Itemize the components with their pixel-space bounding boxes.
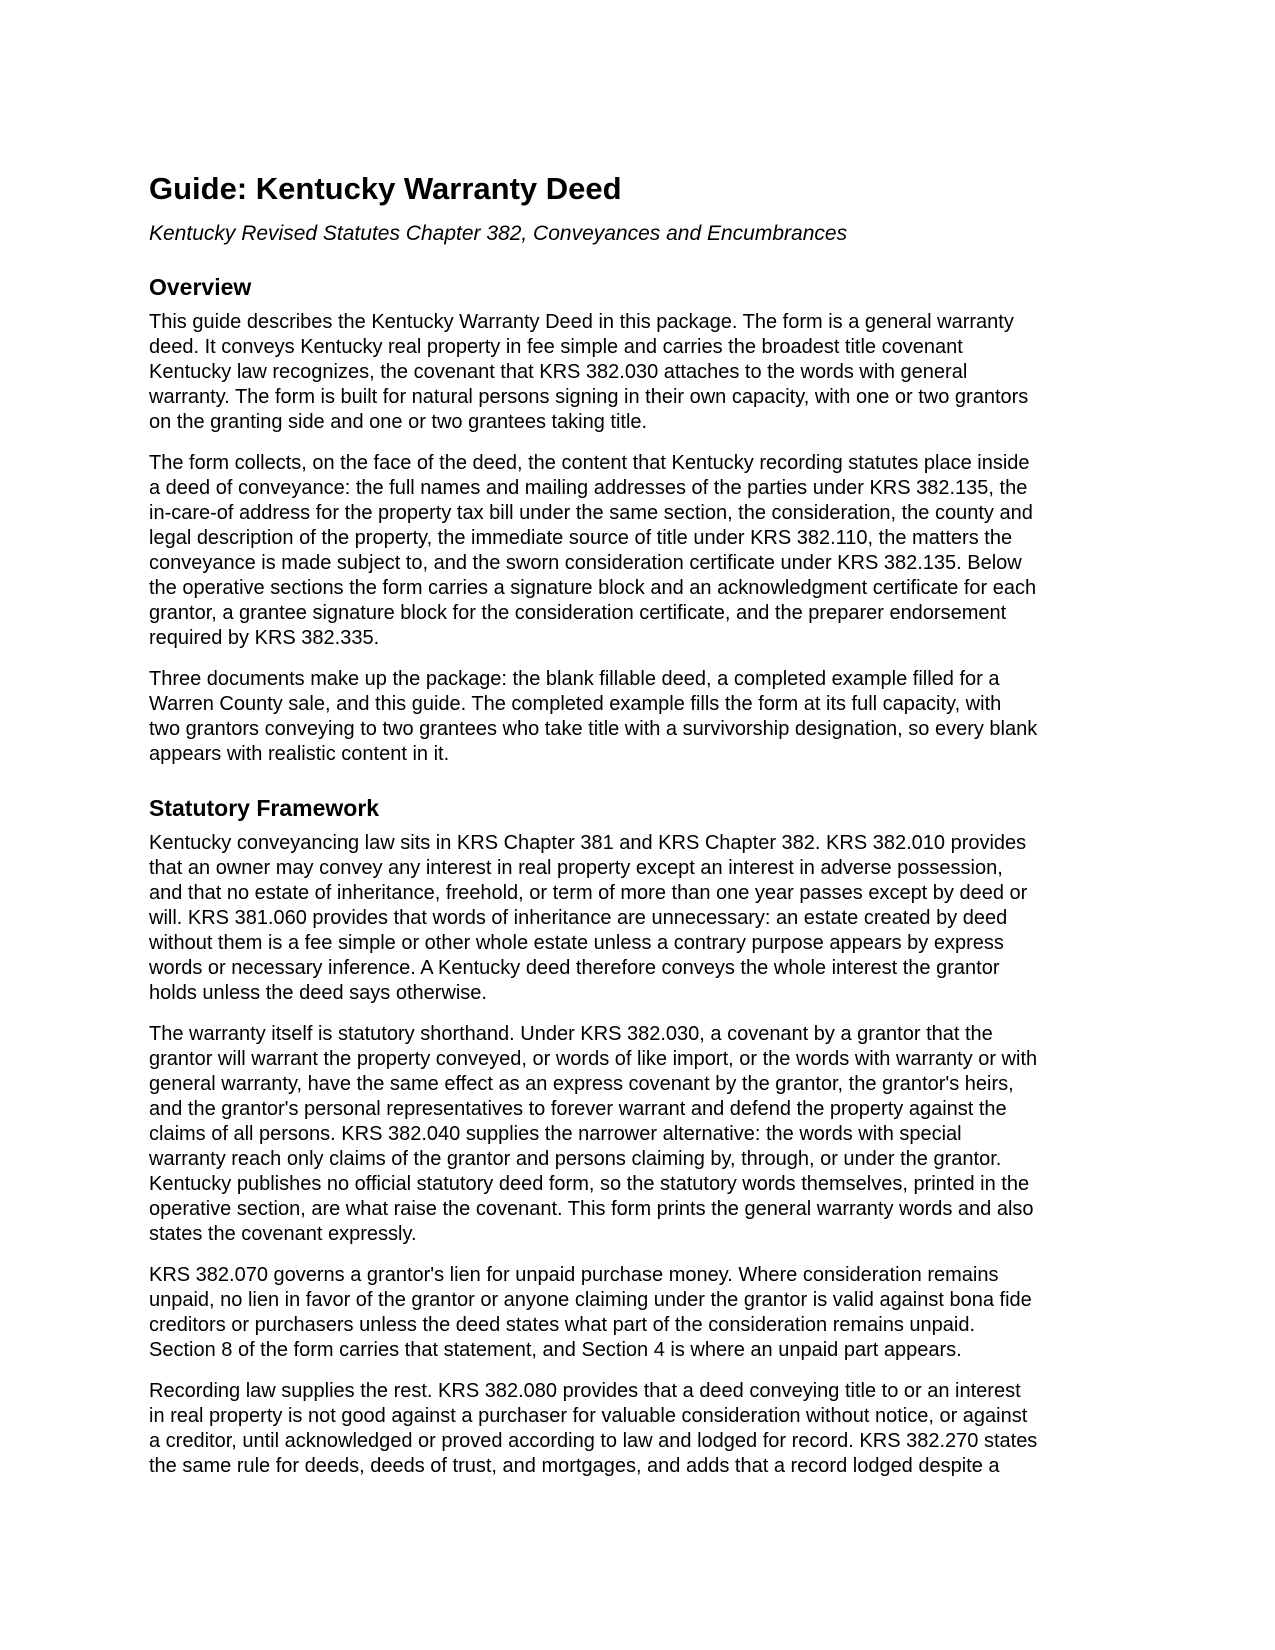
paragraph bbox=[149, 310, 1131, 435]
paragraph-line: The form collects, on the face of the deed, the content that Kentucky recording statutes place inside bbox=[149, 451, 1030, 474]
paragraph-line: and that no estate of inheritance, freehold, or term of more than one year passes except by deed or bbox=[149, 881, 1028, 904]
paragraph-line: and the grantor's personal representatives to forever warrant and defend the property against the bbox=[149, 1097, 1007, 1120]
paragraph-line: legal description of the property, the immediate source of title under KRS 382.110, the matters the bbox=[149, 526, 1013, 549]
paragraph-line: The warranty itself is statutory shorthand. Under KRS 382.030, a covenant by a grantor that the bbox=[149, 1022, 993, 1045]
paragraph-line: deed. It conveys Kentucky real property in fee simple and carries the broadest title covenant bbox=[149, 335, 963, 358]
document-page bbox=[149, 170, 1131, 1495]
paragraph-line: unpaid, no lien in favor of the grantor or anyone claiming under the grantor is valid against bona fide bbox=[149, 1288, 1032, 1311]
paragraph-line: Three documents make up the package: the blank fillable deed, a completed example filled for a bbox=[149, 667, 1000, 690]
paragraph-line: warranty reach only claims of the grantor and persons claiming by, through, or under the grantor. bbox=[149, 1147, 1002, 1170]
paragraph-line: conveyance is made subject to, and the sworn consideration certificate under KRS 382.135. Below bbox=[149, 551, 1022, 574]
paragraph-line: without them is a fee simple or other whole estate unless a contrary purpose appears by express bbox=[149, 931, 1004, 954]
paragraph-line: Warren County sale, and this guide. The completed example fills the form at its full capacity, with bbox=[149, 692, 1002, 715]
paragraph bbox=[149, 1022, 1131, 1247]
paragraph-line: Recording law supplies the rest. KRS 382.080 provides that a deed conveying title to or an interest bbox=[149, 1379, 1021, 1402]
page-title: Guide: Kentucky Warranty Deed bbox=[149, 171, 622, 206]
section-heading: Overview bbox=[149, 274, 252, 301]
paragraph-line: will. KRS 381.060 provides that words of inheritance are unnecessary: an estate created by deed bbox=[149, 906, 1008, 929]
paragraph-line: general warranty, have the same effect as an express covenant by the grantor, the grantor's heirs, bbox=[149, 1072, 1014, 1095]
paragraph-line: on the granting side and one or two grantees taking title. bbox=[149, 410, 648, 433]
paragraph bbox=[149, 451, 1131, 651]
document-body bbox=[149, 274, 1131, 1478]
paragraph-line: claims of all persons. KRS 382.040 supplies the narrower alternative: the words with special bbox=[149, 1122, 962, 1145]
paragraph-line: grantor will warrant the property conveyed, or words of like import, or the words with warranty or with bbox=[149, 1047, 1038, 1070]
paragraph-line: warranty. The form is built for natural persons signing in their own capacity, with one or two grantors bbox=[149, 385, 1029, 408]
paragraph-line: the operative sections the form carries a signature block and an acknowledgment certificate for each bbox=[149, 576, 1037, 599]
paragraph-line: a deed of conveyance: the full names and mailing addresses of the parties under KRS 382.135, the bbox=[149, 476, 1028, 499]
paragraph-line: states the covenant expressly. bbox=[149, 1222, 417, 1245]
paragraph-line: words or necessary inference. A Kentucky deed therefore conveys the whole interest the grantor bbox=[149, 956, 1000, 979]
paragraph-line: operative section, are what raise the covenant. This form prints the general warranty words and also bbox=[149, 1197, 1034, 1220]
paragraph-line: Kentucky conveyancing law sits in KRS Chapter 381 and KRS Chapter 382. KRS 382.010 provides bbox=[149, 831, 1027, 854]
paragraph bbox=[149, 1379, 1131, 1479]
page-subtitle: Kentucky Revised Statutes Chapter 382, Conveyances and Encumbrances bbox=[149, 222, 848, 246]
paragraph-line: Kentucky law recognizes, the covenant that KRS 382.030 attaches to the words with general bbox=[149, 360, 968, 383]
paragraph-line: two grantors conveying to two grantees who take title with a survivorship designation, so every blank bbox=[149, 717, 1038, 740]
paragraph-line: that an owner may convey any interest in real property except an interest in adverse possession, bbox=[149, 856, 1003, 879]
paragraph-line: This guide describes the Kentucky Warranty Deed in this package. The form is a general warranty bbox=[149, 310, 1014, 333]
paragraph bbox=[149, 831, 1131, 1006]
section-heading: Statutory Framework bbox=[149, 794, 380, 821]
paragraph-line: appears with realistic content in it. bbox=[149, 742, 450, 765]
paragraph-line: in-care-of address for the property tax bill under the same section, the consideration, the county and bbox=[149, 501, 1033, 524]
paragraph bbox=[149, 667, 1131, 767]
paragraph-line: grantor, a grantee signature block for the consideration certificate, and the preparer endorsement bbox=[149, 601, 1007, 624]
paragraph-line: Kentucky publishes no official statutory deed form, so the statutory words themselves, printed in the bbox=[149, 1172, 1030, 1195]
paragraph-line: Section 8 of the form carries that statement, and Section 4 is where an unpaid part appears. bbox=[149, 1338, 962, 1361]
paragraph-line: KRS 382.070 governs a grantor's lien for unpaid purchase money. Where consideration remains bbox=[149, 1263, 999, 1286]
paragraph-line: in real property is not good against a purchaser for valuable consideration without notice, or against bbox=[149, 1404, 1028, 1427]
paragraph-line: the same rule for deeds, deeds of trust, and mortgages, and adds that a record lodged despite a bbox=[149, 1454, 1000, 1477]
paragraph-line: holds unless the deed says otherwise. bbox=[149, 981, 487, 1004]
paragraph-line: required by KRS 382.335. bbox=[149, 626, 380, 649]
paragraph-line: a creditor, until acknowledged or proved according to law and lodged for record. KRS 382.270 states bbox=[149, 1429, 1038, 1452]
paragraph bbox=[149, 1263, 1131, 1363]
paragraph-line: creditors or purchasers unless the deed states what part of the consideration remains unpaid. bbox=[149, 1313, 976, 1336]
